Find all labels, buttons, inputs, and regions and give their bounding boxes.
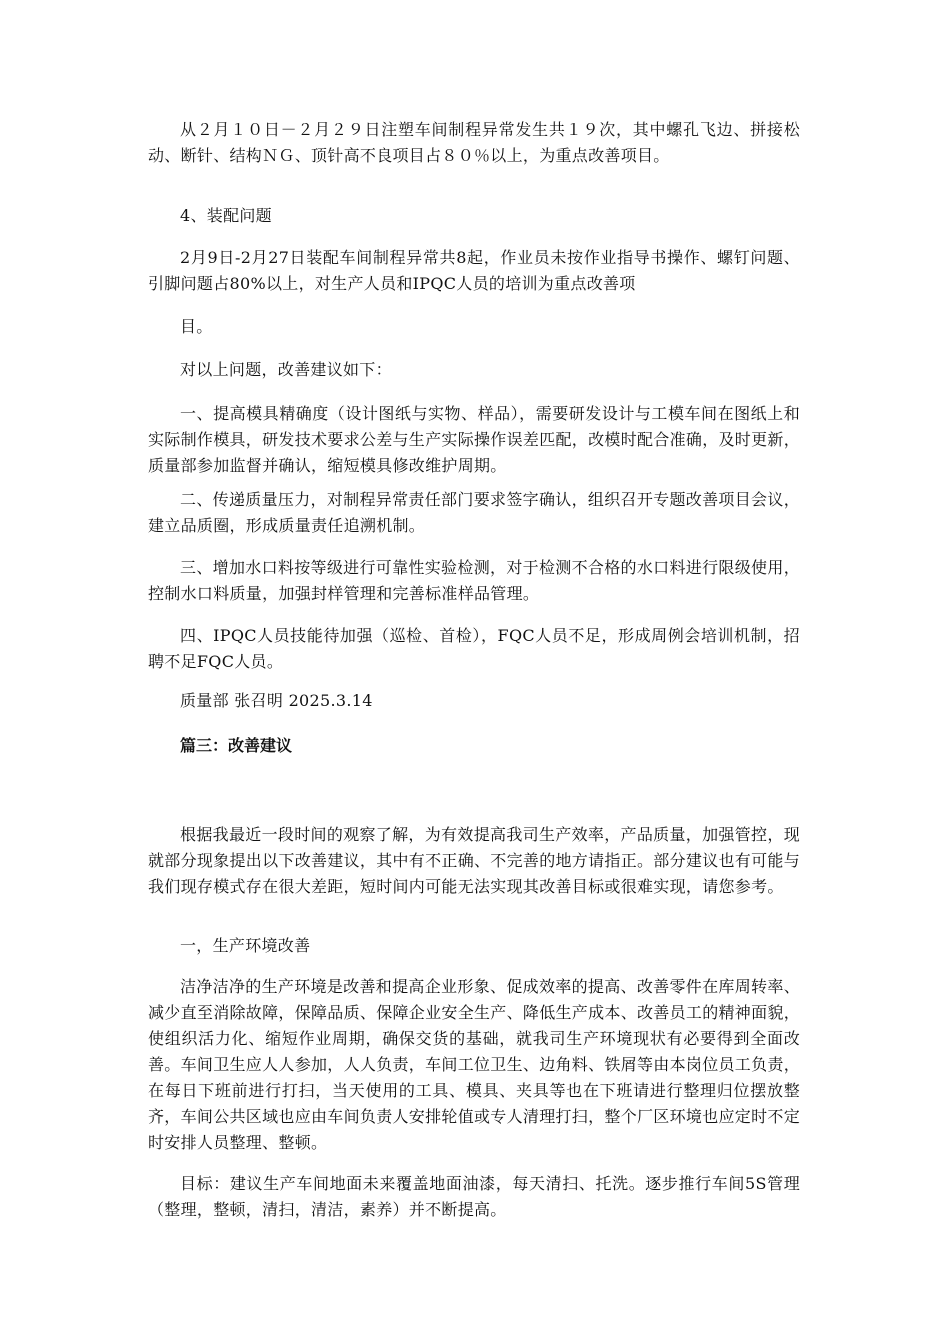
- subsection-title: 一，生产环境改善: [180, 936, 311, 955]
- paragraph-injection-defects: 从２月１０日－２月２９日注塑车间制程异常发生共１９次，其中螺孔飞边、拼接松动、断针、结构ＮＧ、顶针高不良项目占８０％以上，为重点改善项目。: [148, 120, 800, 165]
- section-heading: 篇三：改善建议: [180, 736, 293, 755]
- suggestion-4: 四、IPQC人员技能待加强（巡检、首检），FQC人员不足，形成周例会培训机制，招聘不足FQC人员。: [148, 626, 800, 671]
- suggestion-2: 二、传递质量压力，对制程异常责任部门要求签字确认，组织召开专题改善项目会议，建立品质圈，形成质量责任追溯机制。: [148, 490, 800, 535]
- section-assembly-issues: 4、装配问题: [180, 206, 272, 225]
- paragraph-environment: 洁净洁净的生产环境是改善和提高企业形象、促成效率的提高、改善零件在库周转率、减少直至消除故障，保障品质、保障企业安全生产、降低生产成本、改善员工的精神面貌，使组织活力化、缩短作业周期，确保交货的基础，就我司生产环境现状有必要得到全面改善。车间卫生应人人参加，人人负责，车间工位卫生、边角料、铁屑等由本岗位员工负责，在每日下班前进行打扫，当天使用的工具、模具、夹具等也在下班请进行整理归位摆放整齐，车间公共区域也应由车间负责人安排轮值或专人清理打扫，整个厂区环境也应定时不定时安排人员整理、整顿。: [148, 977, 801, 1152]
- paragraph-assembly-defects: 2月9日-2月27日装配车间制程异常共8起，作业员未按作业指导书操作、螺钉问题、引脚问题占80%以上，对生产人员和IPQC人员的培训为重点改善项: [148, 248, 800, 293]
- suggestion-3: 三、增加水口料按等级进行可靠性实验检测，对于检测不合格的水口料进行限级使用，控制水口料质量，加强封样管理和完善标准样品管理。: [148, 558, 800, 603]
- paragraph-goal: 目标：建议生产车间地面未来覆盖地面油漆，每天清扫、托洗。逐步推行车间5S管理（整理，整顿，清扫，清洁，素养）并不断提高。: [148, 1174, 800, 1219]
- suggestion-1: 一、提高模具精确度（设计图纸与实物、样品），需要研发设计与工模车间在图纸上和实际制作模具，研发技术要求公差与生产实际操作误差匹配，改模时配合准确，及时更新，质量部参加监督并确认，缩短模具修改维护周期。: [148, 404, 801, 475]
- paragraph-intro: 根据我最近一段时间的观察了解，为有效提高我司生产效率，产品质量，加强管控，现就部分现象提出以下改善建议，其中有不正确、不完善的地方请指正。部分建议也有可能与我们现存模式存在很大差距，短时间内可能无法实现其改善目标或很难实现，请您参考。: [148, 825, 801, 896]
- paragraph-continuation: 目。: [180, 317, 213, 336]
- signature-line: 质量部 张召明 2025.3.14: [180, 691, 373, 710]
- paragraph-suggestions-intro: 对以上问题，改善建议如下：: [180, 360, 392, 379]
